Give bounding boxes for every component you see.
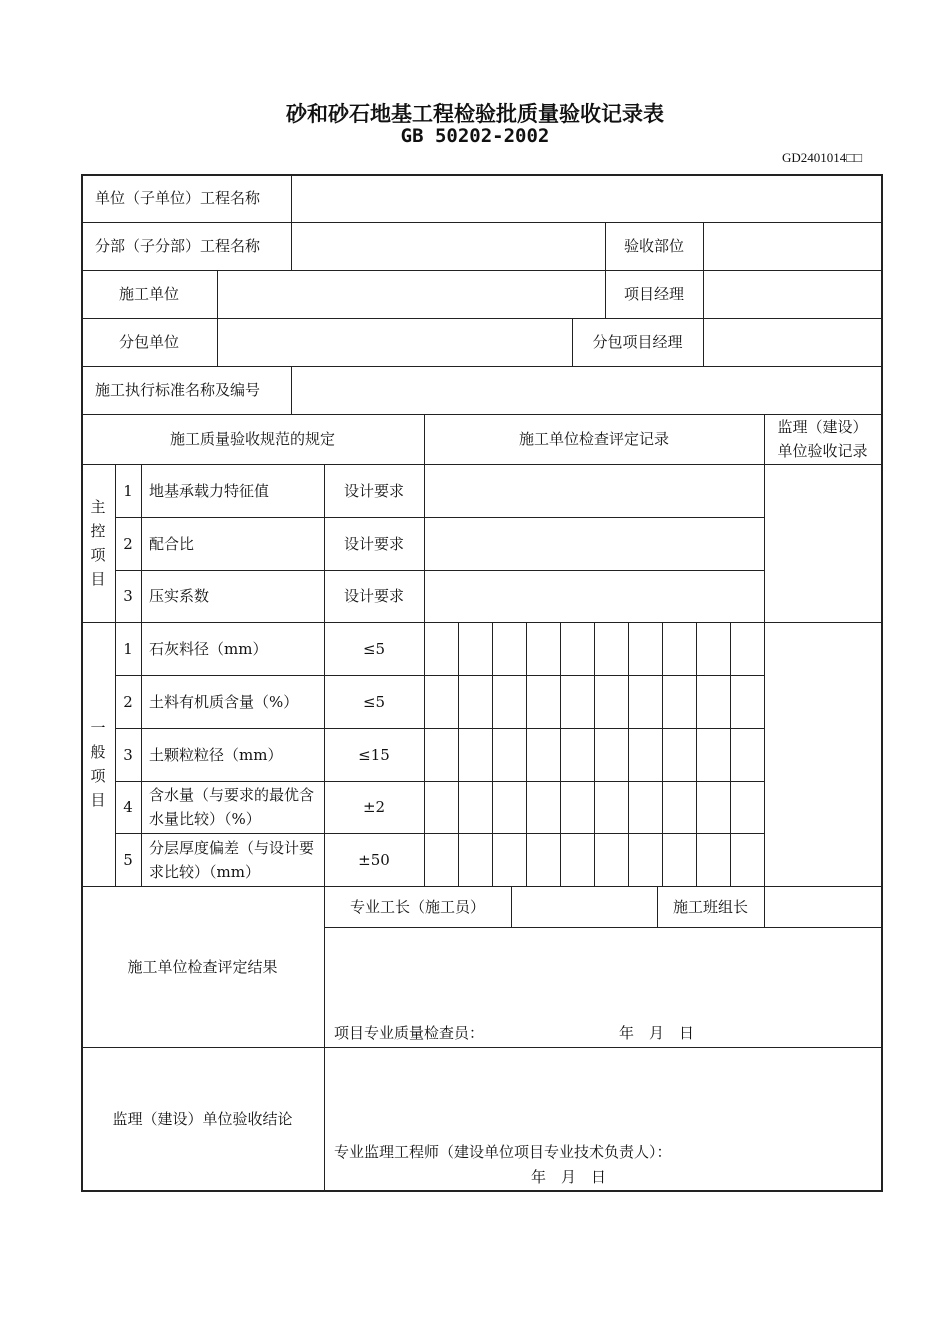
supervisor-header-line2: 单位验收记录 <box>777 442 868 460</box>
main-item-requirement: 设计要求 <box>343 534 404 553</box>
grid-line <box>594 622 595 886</box>
grid-line <box>526 622 527 886</box>
execution-standard-label: 施工执行标准名称及编号 <box>95 381 261 399</box>
general-item-no: 3 <box>123 745 133 764</box>
unit-project-name-label: 单位（子单位）工程名称 <box>95 189 261 207</box>
record-column-header: 施工单位检查评定记录 <box>518 430 669 448</box>
accept-part-label: 验收部位 <box>623 237 684 255</box>
sub-project-manager-label: 分包项目经理 <box>592 333 683 351</box>
grid-line <box>730 622 731 886</box>
grid-line <box>324 927 883 928</box>
main-item-no: 1 <box>123 481 133 500</box>
main-item-name: 地基承载力特征值 <box>149 481 270 500</box>
supervisor-conclusion-label: 监理（建设）单位验收结论 <box>112 1109 293 1128</box>
general-item-no: 1 <box>123 639 133 658</box>
grid-line <box>560 622 561 886</box>
grid-line <box>696 622 697 886</box>
general-item-no: 5 <box>123 850 133 869</box>
grid-line <box>424 414 425 886</box>
grid-line <box>324 886 325 1192</box>
document-number: GD2401014□□ <box>782 150 862 165</box>
general-item-requirement: ≤15 <box>358 745 390 764</box>
project-manager-label: 项目经理 <box>623 285 684 303</box>
page-title: 砂和砂石地基工程检验批质量验收记录表 <box>286 102 664 126</box>
grid-line <box>291 174 292 270</box>
supervisor-header-line1: 监理（建设） <box>777 418 868 436</box>
result-date-label: 年 月 日 <box>619 1024 695 1042</box>
grid-line <box>764 886 765 927</box>
general-item-name: 土颗粒粒径（mm） <box>149 745 283 764</box>
grid-line <box>291 366 292 414</box>
supervising-engineer-label: 专业监理工程师（建设单位项目专业技术负责人）： <box>334 1143 672 1161</box>
spec-column-header: 施工质量验收规范的规定 <box>169 430 335 448</box>
general-item-requirement: ±2 <box>362 798 386 816</box>
general-item-name: 土料有机质含量（%） <box>149 692 299 711</box>
general-items-group-label: 一 般 项 目 <box>90 719 106 809</box>
general-item-no: 4 <box>123 798 133 816</box>
grid-line <box>492 622 493 886</box>
grid-line <box>217 270 218 366</box>
contractor-label: 施工单位 <box>118 285 179 303</box>
standard-code: GB 50202-2002 <box>400 125 550 147</box>
supervisor-column-header <box>764 414 881 464</box>
main-item-no: 3 <box>123 587 133 605</box>
conclusion-date-label: 年 月 日 <box>531 1168 607 1186</box>
general-item-requirement: ±50 <box>358 850 390 869</box>
main-item-name: 配合比 <box>149 534 195 553</box>
table-border <box>881 174 883 1192</box>
main-item-no: 2 <box>123 534 133 553</box>
sub-project-name-label: 分部（子分部）工程名称 <box>95 237 261 255</box>
general-item-name: 石灰料径（mm） <box>149 639 268 658</box>
general-item-requirement: ≤5 <box>362 692 386 711</box>
grid-line <box>511 886 512 927</box>
quality-inspector-label: 项目专业质量检查员： <box>334 1024 485 1042</box>
foreman-label: 专业工长（施工员） <box>349 897 485 916</box>
table-border <box>81 1190 883 1192</box>
main-item-requirement: 设计要求 <box>343 481 404 500</box>
subcontractor-label: 分包单位 <box>118 333 179 351</box>
grid-line <box>458 622 459 886</box>
general-item-requirement: ≤5 <box>362 639 386 658</box>
grid-line <box>764 414 765 886</box>
grid-line <box>662 622 663 886</box>
general-item-name: 含水量（与要求的最优含水量比较）（%） <box>149 786 315 828</box>
general-item-name: 分层厚度偏差（与设计要求比较）（mm） <box>149 838 315 881</box>
general-item-no: 2 <box>123 692 133 711</box>
main-item-name: 压实系数 <box>149 587 210 605</box>
grid-line <box>628 622 629 886</box>
main-items-group-label: 主 控 项 目 <box>90 498 106 588</box>
team-leader-label: 施工班组长 <box>672 897 748 916</box>
contractor-result-label: 施工单位检查评定结果 <box>127 957 278 976</box>
acceptance-record-table <box>81 174 883 1192</box>
main-item-requirement: 设计要求 <box>343 587 404 605</box>
grid-line <box>703 222 704 366</box>
